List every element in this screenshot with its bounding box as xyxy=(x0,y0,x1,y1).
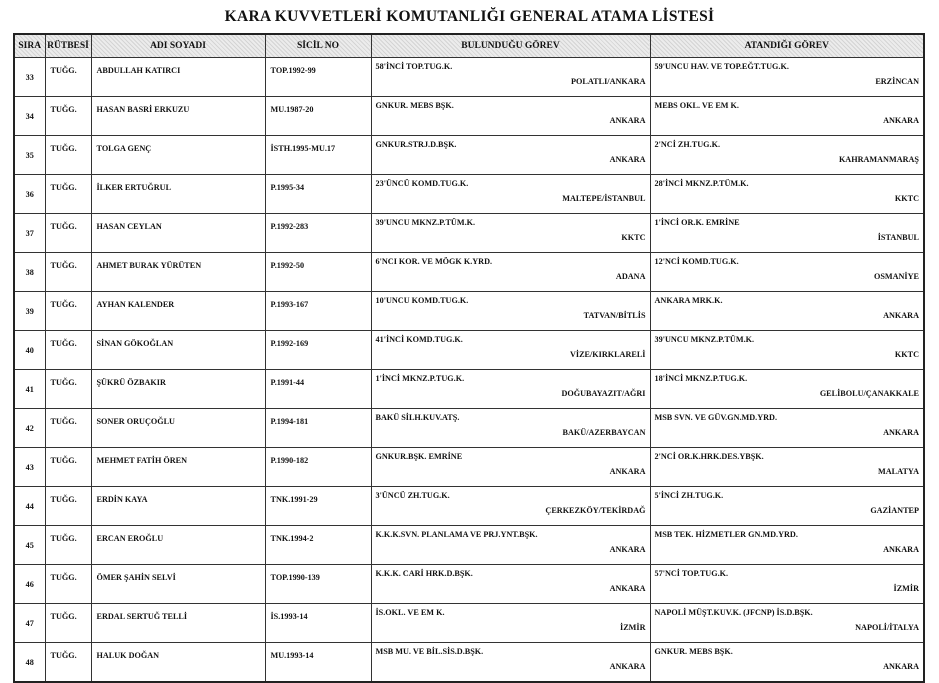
current-post-cell xyxy=(371,175,650,214)
name-cell: HASAN CEYLAN xyxy=(91,214,265,253)
new-location: ANKARA xyxy=(883,427,919,437)
current-unit: K.K.K. CARİ HRK.D.BŞK. xyxy=(375,569,473,578)
name-cell: HASAN BASRİ ERKUZU xyxy=(91,97,265,136)
row-number: 41 xyxy=(14,370,45,409)
current-unit: K.K.K.SVN. PLANLAMA VE PRJ.YNT.BŞK. xyxy=(375,530,538,539)
row-number: 44 xyxy=(14,487,45,526)
table-row xyxy=(14,487,924,526)
new-unit: 18'İNCİ MKNZ.P.TUG.K. xyxy=(654,374,748,383)
table-row xyxy=(14,97,924,136)
new-location: ANKARA xyxy=(883,661,919,671)
current-location: POLATLI/ANKARA xyxy=(571,76,646,86)
name-cell: MEHMET FATİH ÖREN xyxy=(91,448,265,487)
name-cell: ERCAN EROĞLU xyxy=(91,526,265,565)
new-unit: 2'NCİ ZH.TUG.K. xyxy=(654,140,721,149)
current-location: İZMİR xyxy=(620,622,646,632)
new-post-cell xyxy=(650,370,924,409)
new-unit: 28'İNCİ MKNZ.P.TÜM.K. xyxy=(654,179,749,188)
name-cell: ÖMER ŞAHİN SELVİ xyxy=(91,565,265,604)
current-post-cell xyxy=(371,253,650,292)
rank-cell: TUĞG. xyxy=(45,331,91,370)
current-location: ANKARA xyxy=(609,115,646,125)
row-number: 34 xyxy=(14,97,45,136)
current-unit: 58'İNCİ TOP.TUG.K. xyxy=(375,62,453,71)
rank-cell: TUĞG. xyxy=(45,97,91,136)
new-unit: 39'UNCU MKNZ.P.TÜM.K. xyxy=(654,335,755,344)
current-post-cell xyxy=(371,136,650,175)
new-post-cell xyxy=(650,409,924,448)
new-unit: 2'NCİ OR.K.HRK.DES.YBŞK. xyxy=(654,452,764,461)
current-unit: BAKÜ SİLH.KUV.ATŞ. xyxy=(375,413,460,422)
new-unit: 5'İNCİ ZH.TUG.K. xyxy=(654,491,724,500)
current-unit: GNKUR.STRJ.D.BŞK. xyxy=(375,140,457,149)
name-cell: TOLGA GENÇ xyxy=(91,136,265,175)
row-number: 40 xyxy=(14,331,45,370)
new-location: GELİBOLU/ÇANAKKALE xyxy=(819,388,919,398)
current-post-cell xyxy=(371,643,650,683)
current-unit: 10'UNCU KOMD.TUG.K. xyxy=(375,296,469,305)
name-cell: AYHAN KALENDER xyxy=(91,292,265,331)
current-unit: 1'İNCİ MKNZ.P.TUG.K. xyxy=(375,374,465,383)
current-location: ANKARA xyxy=(609,466,646,476)
new-location: İZMİR xyxy=(893,583,919,593)
new-post-cell xyxy=(650,214,924,253)
current-location: ANKARA xyxy=(609,661,646,671)
sicil-cell: P.1993-167 xyxy=(265,292,371,331)
current-post-cell xyxy=(371,97,650,136)
new-post-cell xyxy=(650,331,924,370)
current-location: BAKÜ/AZERBAYCAN xyxy=(562,427,646,437)
table-row xyxy=(14,253,924,292)
row-number: 33 xyxy=(14,58,45,97)
new-unit: 57'NCİ TOP.TUG.K. xyxy=(654,569,729,578)
table-row xyxy=(14,448,924,487)
rank-cell: TUĞG. xyxy=(45,370,91,409)
table-row xyxy=(14,136,924,175)
sicil-cell: TOP.1992-99 xyxy=(265,58,371,97)
name-cell: ERDAL SERTUĞ TELLİ xyxy=(91,604,265,643)
sicil-cell: P.1992-283 xyxy=(265,214,371,253)
current-unit: MSB MU. VE BİL.SİS.D.BŞK. xyxy=(375,647,484,656)
new-post-cell xyxy=(650,565,924,604)
current-post-cell xyxy=(371,292,650,331)
rank-cell: TUĞG. xyxy=(45,292,91,331)
row-number: 46 xyxy=(14,565,45,604)
new-post-cell xyxy=(650,487,924,526)
column-header-rank: RÜTBESİ xyxy=(45,34,91,58)
row-number: 36 xyxy=(14,175,45,214)
new-location: ANKARA xyxy=(883,115,919,125)
new-location: KKTC xyxy=(894,193,919,203)
name-cell: ŞÜKRÜ ÖZBAKIR xyxy=(91,370,265,409)
name-cell: SONER ORUÇOĞLU xyxy=(91,409,265,448)
current-unit: İS.OKL. VE EM K. xyxy=(375,608,445,617)
new-post-cell xyxy=(650,643,924,683)
current-post-cell xyxy=(371,331,650,370)
sicil-cell: TNK.1991-29 xyxy=(265,487,371,526)
new-post-cell xyxy=(650,604,924,643)
rank-cell: TUĞG. xyxy=(45,487,91,526)
new-location: GAZİANTEP xyxy=(870,505,919,515)
rank-cell: TUĞG. xyxy=(45,526,91,565)
new-location: ANKARA xyxy=(883,544,919,554)
table-row xyxy=(14,643,924,683)
current-unit: 3'ÜNCÜ ZH.TUG.K. xyxy=(375,491,450,500)
current-post-cell xyxy=(371,487,650,526)
new-location: MALATYA xyxy=(878,466,919,476)
sicil-cell: MU.1987-20 xyxy=(265,97,371,136)
sicil-cell: P.1990-182 xyxy=(265,448,371,487)
new-unit: 59'UNCU HAV. VE TOP.EĞT.TUG.K. xyxy=(654,62,789,71)
table-row xyxy=(14,526,924,565)
row-number: 47 xyxy=(14,604,45,643)
current-location: DOĞUBAYAZIT/AĞRI xyxy=(561,388,646,398)
new-location: KKTC xyxy=(894,349,919,359)
sicil-cell: MU.1993-14 xyxy=(265,643,371,683)
sicil-cell: TOP.1990-139 xyxy=(265,565,371,604)
sicil-cell: İS.1993-14 xyxy=(265,604,371,643)
current-post-cell xyxy=(371,370,650,409)
new-location: NAPOLİ/İTALYA xyxy=(855,622,919,632)
current-unit: 39'UNCU MKNZ.P.TÜM.K. xyxy=(375,218,476,227)
new-post-cell xyxy=(650,136,924,175)
table-row xyxy=(14,214,924,253)
new-post-cell xyxy=(650,97,924,136)
row-number: 35 xyxy=(14,136,45,175)
new-post-cell xyxy=(650,58,924,97)
row-number: 37 xyxy=(14,214,45,253)
table-header xyxy=(14,34,924,58)
new-post-cell xyxy=(650,253,924,292)
table-row xyxy=(14,565,924,604)
new-location: İSTANBUL xyxy=(877,232,919,242)
sicil-cell: P.1994-181 xyxy=(265,409,371,448)
current-unit: 41'İNCİ KOMD.TUG.K. xyxy=(375,335,463,344)
current-unit: GNKUR. MEBS BŞK. xyxy=(375,101,454,110)
row-number: 48 xyxy=(14,643,45,683)
current-post-cell xyxy=(371,214,650,253)
new-unit: MEBS OKL. VE EM K. xyxy=(654,101,739,110)
table-row xyxy=(14,409,924,448)
rank-cell: TUĞG. xyxy=(45,604,91,643)
current-post-cell xyxy=(371,58,650,97)
rank-cell: TUĞG. xyxy=(45,214,91,253)
current-location: ANKARA xyxy=(609,583,646,593)
column-header-new-post: ATANDIĞI GÖREV xyxy=(650,34,924,58)
current-location: KKTC xyxy=(621,232,646,242)
new-unit: NAPOLİ MÜŞT.KUV.K. (JFCNP) İS.D.BŞK. xyxy=(654,608,813,617)
new-post-cell xyxy=(650,292,924,331)
column-header-current-post: BULUNDUĞU GÖREV xyxy=(371,34,650,58)
sicil-cell: P.1995-34 xyxy=(265,175,371,214)
name-cell: AHMET BURAK YÜRÜTEN xyxy=(91,253,265,292)
current-unit: 6'NCI KOR. VE MÖGK K.YRD. xyxy=(375,257,493,266)
current-location: ANKARA xyxy=(609,154,646,164)
new-location: KAHRAMANMARAŞ xyxy=(838,154,919,164)
table-row xyxy=(14,331,924,370)
new-post-cell xyxy=(650,526,924,565)
current-unit: GNKUR.BŞK. EMRİNE xyxy=(375,452,463,461)
document-title: KARA KUVVETLERİ KOMUTANLIĞI GENERAL ATAMA LİSTESİ xyxy=(224,8,715,25)
assignment-table xyxy=(13,33,925,683)
name-cell: SİNAN GÖKOĞLAN xyxy=(91,331,265,370)
table-row xyxy=(14,370,924,409)
table-row xyxy=(14,292,924,331)
rank-cell: TUĞG. xyxy=(45,643,91,683)
new-location: OSMANİYE xyxy=(873,271,919,281)
new-unit: ANKARA MRK.K. xyxy=(654,296,723,305)
new-post-cell xyxy=(650,448,924,487)
table-body xyxy=(14,58,924,683)
current-location: ÇERKEZKÖY/TEKİRDAĞ xyxy=(545,505,646,515)
sicil-cell: TNK.1994-2 xyxy=(265,526,371,565)
table-row xyxy=(14,175,924,214)
current-location: VİZE/KIRKLARELİ xyxy=(569,349,646,359)
rank-cell: TUĞG. xyxy=(45,448,91,487)
name-cell: HALUK DOĞAN xyxy=(91,643,265,683)
sicil-cell: P.1991-44 xyxy=(265,370,371,409)
row-number: 43 xyxy=(14,448,45,487)
rank-cell: TUĞG. xyxy=(45,565,91,604)
current-location: ANKARA xyxy=(609,544,646,554)
new-unit: 12'NCİ KOMD.TUG.K. xyxy=(654,257,739,266)
new-post-cell xyxy=(650,175,924,214)
name-cell: ABDULLAH KATIRCI xyxy=(91,58,265,97)
current-unit: 23'ÜNCÜ KOMD.TUG.K. xyxy=(375,179,469,188)
rank-cell: TUĞG. xyxy=(45,136,91,175)
current-post-cell xyxy=(371,526,650,565)
name-cell: ERDİN KAYA xyxy=(91,487,265,526)
row-number: 38 xyxy=(14,253,45,292)
current-location: MALTEPE/İSTANBUL xyxy=(562,193,646,203)
rank-cell: TUĞG. xyxy=(45,409,91,448)
rank-cell: TUĞG. xyxy=(45,175,91,214)
sicil-cell: P.1992-50 xyxy=(265,253,371,292)
new-unit: GNKUR. MEBS BŞK. xyxy=(654,647,733,656)
name-cell: İLKER ERTUĞRUL xyxy=(91,175,265,214)
new-unit: 1'İNCİ OR.K. EMRİNE xyxy=(654,218,740,227)
row-number: 39 xyxy=(14,292,45,331)
current-post-cell xyxy=(371,604,650,643)
row-number: 45 xyxy=(14,526,45,565)
current-location: TATVAN/BİTLİS xyxy=(583,310,646,320)
new-unit: MSB SVN. VE GÜV.GN.MD.YRD. xyxy=(654,413,778,422)
current-post-cell xyxy=(371,565,650,604)
new-location: ANKARA xyxy=(883,310,919,320)
row-number: 42 xyxy=(14,409,45,448)
column-header-sicil: SİCİL NO xyxy=(265,34,371,58)
sicil-cell: İSTH.1995-MU.17 xyxy=(265,136,371,175)
new-unit: MSB TEK. HİZMETLER GN.MD.YRD. xyxy=(654,530,798,539)
current-post-cell xyxy=(371,409,650,448)
current-location: ADANA xyxy=(615,271,646,281)
table-row xyxy=(14,604,924,643)
column-header-name: ADI SOYADI xyxy=(91,34,265,58)
current-post-cell xyxy=(371,448,650,487)
sicil-cell: P.1992-169 xyxy=(265,331,371,370)
rank-cell: TUĞG. xyxy=(45,253,91,292)
new-location: ERZİNCAN xyxy=(875,76,919,86)
column-header-no: SIRA xyxy=(14,34,45,58)
table-row xyxy=(14,58,924,97)
rank-cell: TUĞG. xyxy=(45,58,91,97)
